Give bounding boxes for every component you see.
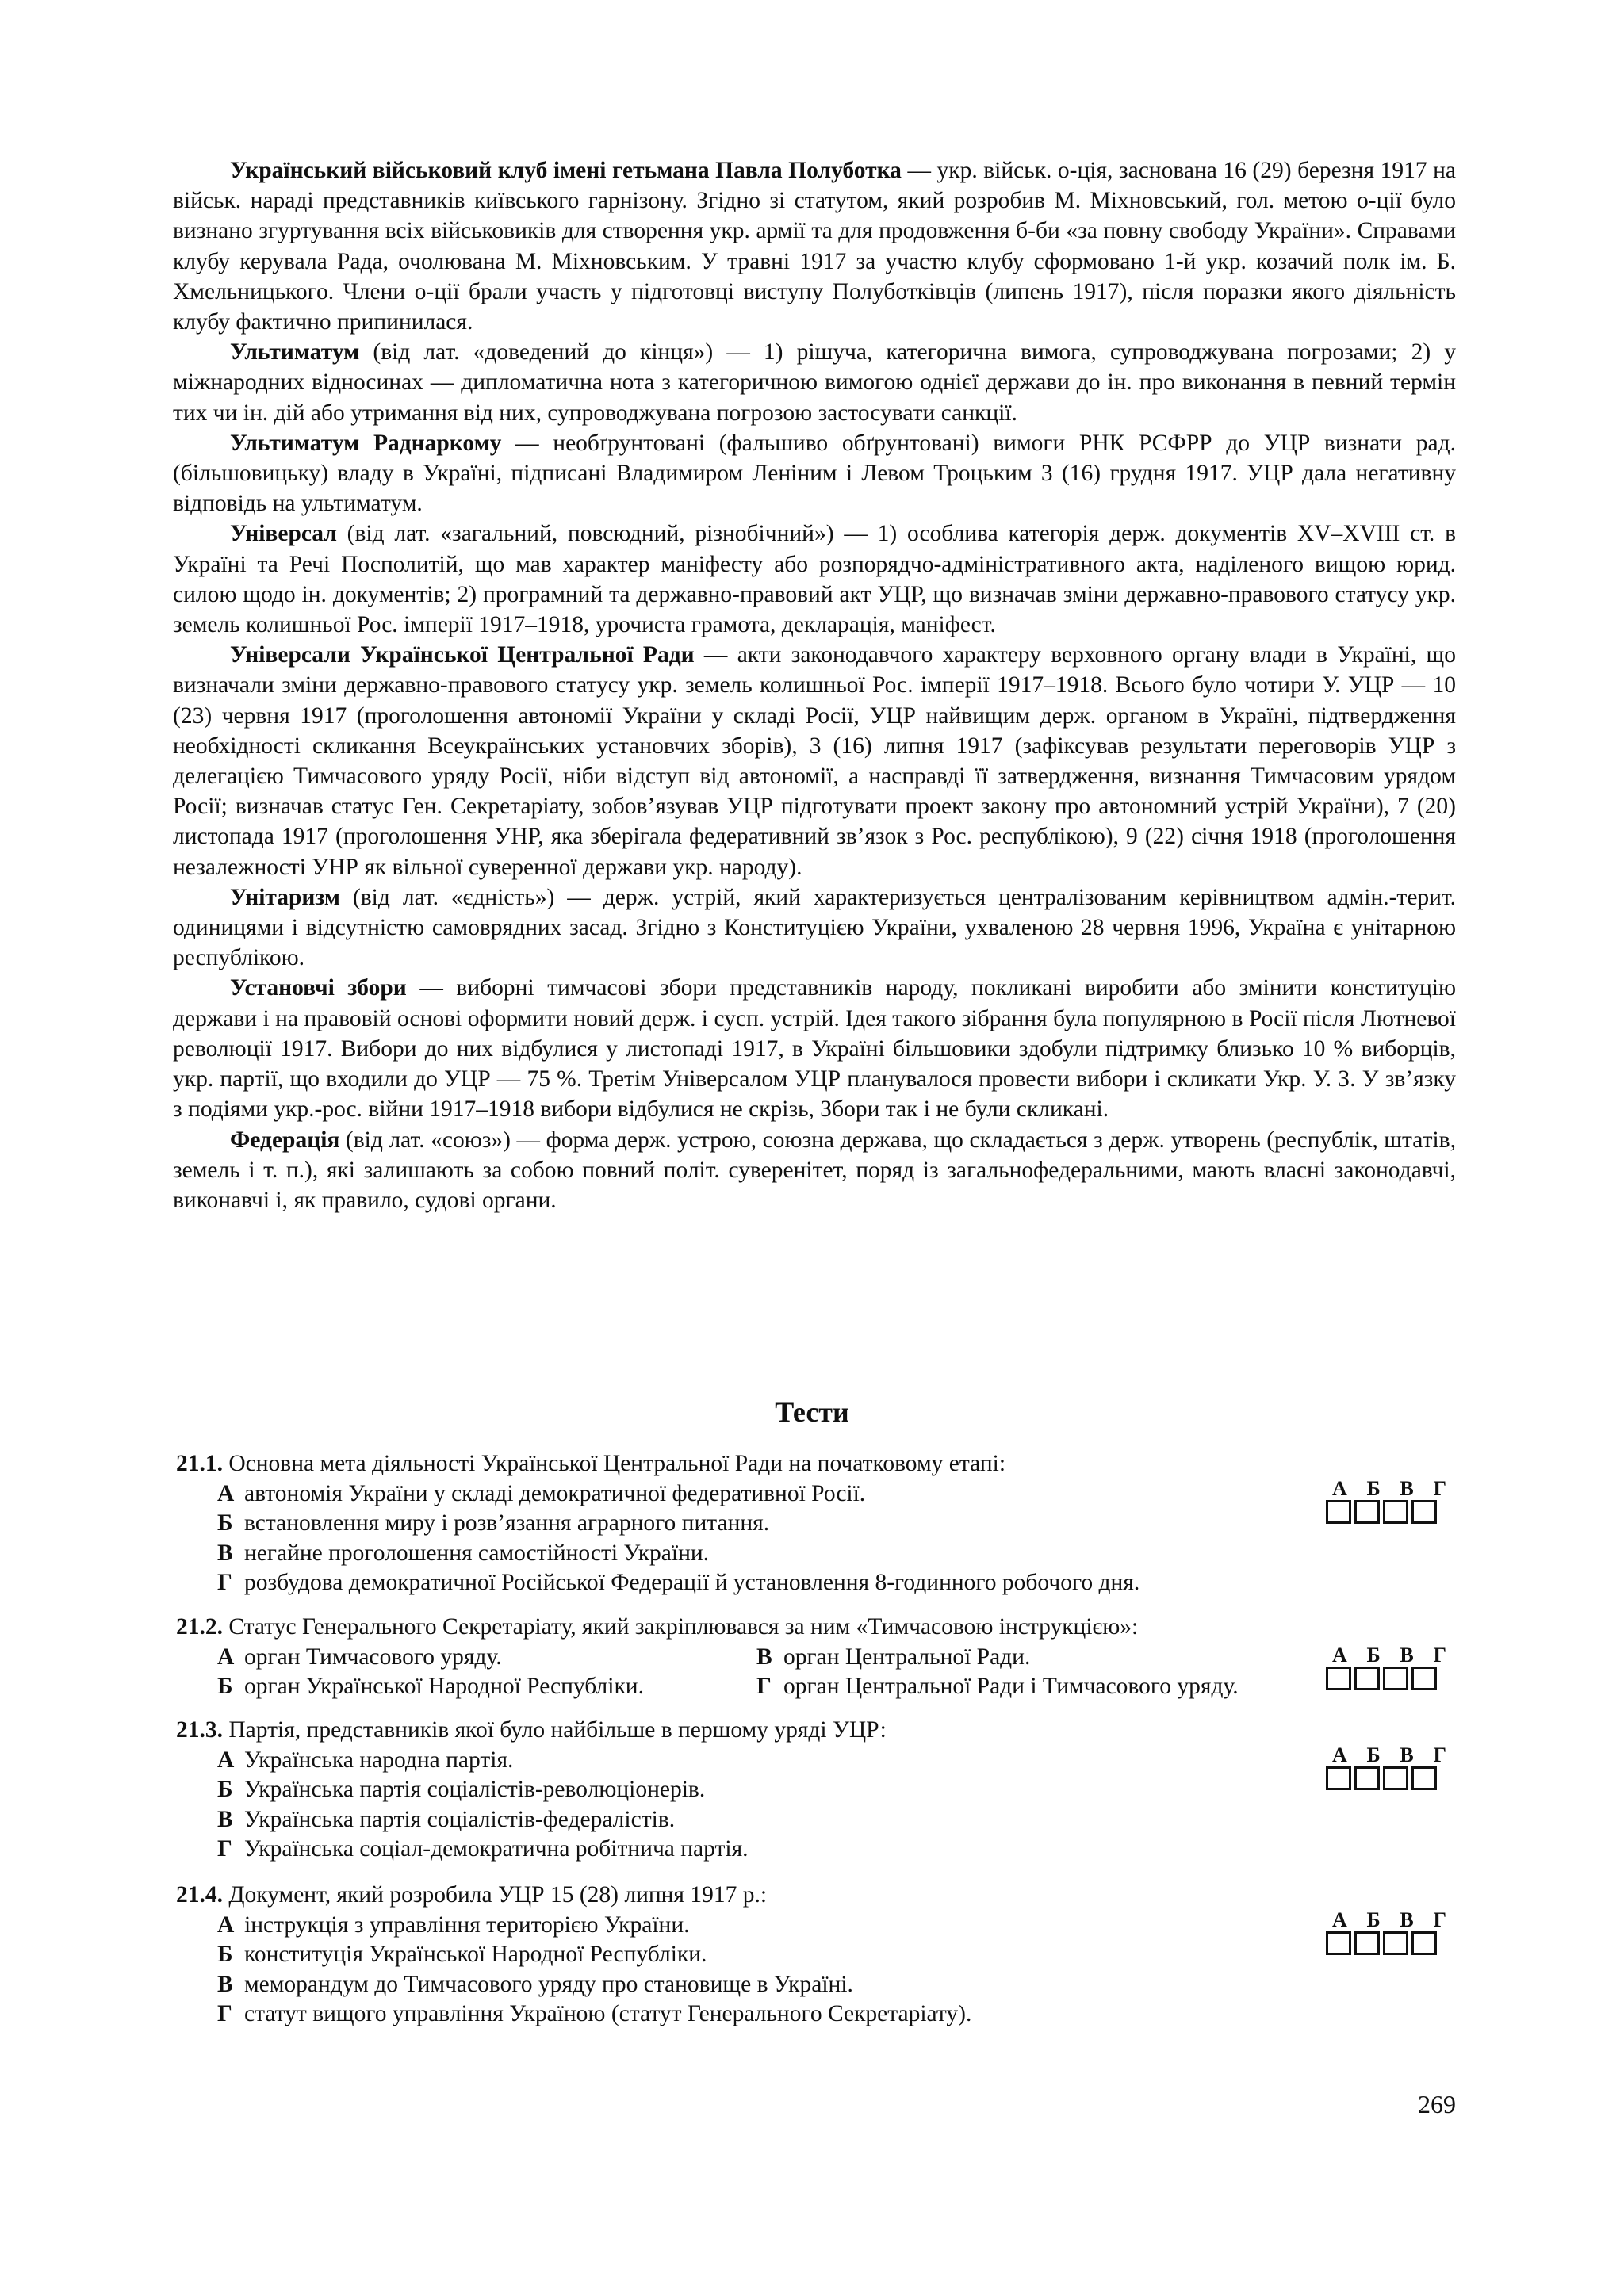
test-item [176, 1449, 1445, 1598]
grid-letter: В [1400, 1743, 1414, 1766]
question-text: Статус Генерального Секретаріату, який закріплювався за ним «Тимчасовою інструкцією»: [228, 1614, 1139, 1640]
grid-letter: В [1400, 1644, 1414, 1667]
option-letter: В [217, 1971, 233, 1997]
option-letter: В [217, 1806, 233, 1832]
answer-grid [1326, 1908, 1453, 1955]
glossary-entry [173, 1125, 1456, 1216]
test-item [176, 1716, 1445, 1865]
answer-option [176, 1509, 1445, 1539]
glossary-entry [173, 155, 1456, 337]
option-letter: Б [217, 1942, 233, 1967]
option-letter: Г [217, 2001, 232, 2026]
test-item [176, 1613, 1445, 1702]
answer-cell[interactable] [1411, 1667, 1437, 1690]
glossary-term: Унітаризм [230, 884, 340, 910]
option-letter: В [756, 1644, 772, 1670]
grid-letter: В [1400, 1477, 1414, 1500]
answer-cell[interactable] [1354, 1766, 1380, 1790]
option-text: Українська партія соціалістів-революціонерів. [244, 1777, 706, 1802]
answer-grid [1326, 1479, 1453, 1524]
grid-letter: Г [1433, 1644, 1446, 1667]
answer-option [176, 1805, 1445, 1835]
glossary-text: (від лат. «єдність») — держ. устрій, який характеризується централізованим керівництвом адмін.-терит. одиницями і відсутністю самоврядних засад. Згідно з Конституцією України, ухваленою 28 червня 1996, Україна є унітарною республікою. [173, 884, 1456, 971]
option-text: Українська соціал-демократична робітнича партія. [244, 1836, 749, 1862]
page-number: 269 [1418, 2090, 1456, 2118]
glossary [173, 155, 1456, 1215]
option-text: автономія України у складі демократичної федеративної Росії. [244, 1480, 866, 1506]
glossary-text: — необґрунтовані (фальшиво обґрунтовані) вимоги РНК РСФРР до УЦР визнати рад. (більшовицьку) владу в Україні, підписані Владимиром Леніним і Левом Троцьким 3 (16) грудня 1917. УЦР дала негативну відповідь на ультиматум. [173, 430, 1456, 517]
glossary-term: Ультиматум Раднаркому [230, 430, 502, 456]
grid-letter: А [1332, 1908, 1347, 1931]
answer-grid [1326, 1743, 1453, 1790]
glossary-text: (від лат. «союз») — форма держ. устрою, союзна держава, що складається з держ. утворень (республік, штатів, земель і т. п.), які залишають за собою повний політ. суверенітет, поряд із загальнофедеральними, мають власні законодавчі, виконавчі і, як правило, судові органи. [173, 1127, 1456, 1213]
answer-cell[interactable] [1411, 1500, 1437, 1524]
option-letter: А [217, 1747, 235, 1773]
test-question [176, 1881, 1445, 1911]
answer-option [176, 1743, 1446, 1776]
answer-cell[interactable] [1354, 1931, 1380, 1955]
grid-letter: Г [1433, 1743, 1446, 1766]
option-text: меморандум до Тимчасового уряду про становище в Україні. [244, 1971, 853, 1997]
glossary-entry [173, 882, 1456, 974]
glossary-term: Федерація [230, 1127, 340, 1153]
grid-letter: А [1332, 1743, 1347, 1766]
question-text: Партія, представників якої було найбільше в першому уряді УЦР: [228, 1717, 887, 1743]
option-text: розбудова демократичної Російської Федерації й установлення 8-годинного робочого дня. [244, 1570, 1140, 1595]
option-letter: Г [217, 1570, 232, 1595]
answer-option [217, 1643, 741, 1673]
option-letter: Г [756, 1674, 772, 1699]
option-text: орган Центральної Ради. [783, 1644, 1031, 1670]
answer-cell[interactable] [1411, 1931, 1437, 1955]
option-text: Українська народна партія. [244, 1747, 514, 1773]
glossary-text: — акти законодавчого характеру верховного органу влади в Україні, що визначали зміни державно-правового статусу укр. земель колишньої Рос. імперії 1917–1918. Всього було чотири У. УЦР — 10 (23) червня 1917 (проголошення автономії України у складі Росії, УЦР найвищим держ. органом в Україні, підтвердження необхідності скликання Всеукраїнських установчих зборів), 3 (16) липня 1917 (зафіксував результати переговорів УЦР з делегацією Тимчасового уряду Росії, ніби відступ від автономії, а насправді її затвердження, визнання Тимчасовим урядом Росії; визначав статус Ген. Секретаріату, зобов’язував УЦР підготувати проект закону про автономний устрій України), 7 (20) листопада 1917 (проголошення УНР, яка зберігала федеративний зв’язок з Рос. республікою), 9 (22) січня 1918 (проголошення незалежності УНР як вільної суверенної держави укр. народу). [173, 642, 1456, 880]
answer-option [176, 1775, 1445, 1805]
glossary-entry [173, 519, 1456, 640]
answer-cell[interactable] [1326, 1766, 1351, 1790]
option-letter: А [217, 1911, 235, 1938]
answer-option [176, 1908, 1446, 1941]
grid-letter: Б [1366, 1644, 1381, 1667]
answer-grid [1326, 1646, 1453, 1690]
option-letter: В [217, 1540, 233, 1566]
option-text: статут вищого управління Україною (статут Генерального Секретаріату). [244, 2001, 972, 2026]
answer-cell[interactable] [1354, 1667, 1380, 1690]
glossary-entry [173, 428, 1456, 519]
option-text: негайне проголошення самостійності України. [244, 1540, 710, 1566]
option-letter: А [217, 1644, 235, 1670]
answer-cell[interactable] [1326, 1667, 1351, 1690]
question-number: 21.2. [176, 1614, 223, 1640]
answer-cell[interactable] [1383, 1500, 1408, 1524]
question-number: 21.4. [176, 1882, 223, 1908]
option-text: інструкція з управління територією України. [244, 1911, 690, 1938]
option-letter: Б [217, 1510, 233, 1536]
option-letter: А [217, 1480, 235, 1506]
answer-option [176, 1940, 1445, 1970]
answer-cell[interactable] [1383, 1766, 1408, 1790]
question-text: Основна мета діяльності Української Центральної Ради на початковому етапі: [228, 1451, 1006, 1476]
option-letter: Г [217, 1836, 232, 1862]
glossary-term: Український військовий клуб імені гетьмана Павла Полуботка [230, 158, 902, 183]
answer-option [176, 1568, 1445, 1598]
question-number: 21.3. [176, 1717, 223, 1743]
glossary-term: Універсал [230, 521, 337, 547]
glossary-term: Універсали Української Центральної Ради [230, 642, 695, 668]
question-number: 21.1. [176, 1451, 223, 1476]
grid-letter: В [1400, 1908, 1414, 1931]
answer-option [176, 1999, 1445, 2030]
option-letter: Б [217, 1674, 233, 1699]
glossary-entry [173, 973, 1456, 1124]
glossary-text: (від лат. «доведений до кінця») — 1) рішуча, категорична вимога, супроводжувана погрозами; 2) у міжнародних відносинах — дипломатична нота з категоричною вимогою однієї держави до ін. про виконання в певний термін тих чи ін. дій або утримання від них, супроводжувана погрозою застосувати санкції. [173, 339, 1456, 426]
answer-cell[interactable] [1383, 1931, 1408, 1955]
grid-letter: Г [1433, 1477, 1446, 1500]
option-text: орган Української Народної Республіки. [244, 1674, 644, 1699]
answer-option [176, 1539, 1445, 1569]
glossary-term: Установчі збори [230, 975, 407, 1001]
grid-letter: Б [1366, 1743, 1381, 1766]
test-question [176, 1716, 1445, 1746]
answer-option [176, 1479, 1445, 1510]
glossary-text: — укр. військ. о-ція, заснована 16 (29) березня 1917 на військ. нараді представників київського гарнізону. Згідно зі статутом, який розробив М. Міхновський, гол. метою о-ції було визнано згуртування всіх військовиків для створення укр. армії та для продовження б-би «за повну свободу України». Справами клубу керувала Рада, очолювана М. Міхновським. У травні 1917 за участю клубу сформовано 1-й укр. козачий полк ім. Б. Хмельницького. Члени о-ції брали участь у підготовці виступу Полуботківців (липень 1917), після поразки якого діяльність клубу фактично припинилася. [173, 158, 1456, 335]
answer-cell[interactable] [1326, 1931, 1351, 1955]
option-text: встановлення миру і розв’язання аграрного питання. [244, 1510, 770, 1536]
option-text: орган Тимчасового уряду. [244, 1644, 502, 1670]
question-text: Документ, який розробила УЦР 15 (28) липня 1917 р.: [228, 1882, 768, 1908]
tests-heading: Тести [775, 1396, 849, 1428]
glossary-term: Ультиматум [230, 339, 360, 365]
answer-option [176, 1835, 1445, 1865]
option-text: Українська партія соціалістів-федералістів. [244, 1806, 676, 1832]
answer-cell[interactable] [1354, 1500, 1380, 1524]
grid-letter: Б [1366, 1908, 1381, 1931]
option-text: конституція Української Народної Республіки. [244, 1942, 707, 1967]
test-item [176, 1881, 1445, 2030]
grid-letter: А [1332, 1644, 1347, 1667]
answer-option [217, 1672, 741, 1702]
grid-letter: А [1332, 1477, 1347, 1500]
answer-cell[interactable] [1383, 1667, 1408, 1690]
option-text: орган Центральної Ради і Тимчасового уряду. [783, 1674, 1239, 1699]
answer-cell[interactable] [1411, 1766, 1437, 1790]
grid-letter: Г [1433, 1908, 1446, 1931]
test-question [176, 1449, 1445, 1479]
test-question [176, 1613, 1445, 1643]
answer-cell[interactable] [1326, 1500, 1351, 1524]
grid-letter: Б [1366, 1477, 1381, 1500]
glossary-entry [173, 640, 1456, 882]
glossary-text: (від лат. «загальний, повсюдний, різнобічний») — 1) особлива категорія держ. документів XV–XVIII ст. в Україні та Речі Посполитій, що мав характер маніфесту або розпорядчо-адміністративного акта, наділеного вищою юрид. силою щодо ін. документів; 2) програмний та державно-правовий акт УЦР, що визначав зміни державно-правового статусу укр. земель колишньої Рос. імперії 1917–1918, урочиста грамота, декларація, маніфест. [173, 521, 1456, 638]
glossary-text: — виборні тимчасові збори представників народу, покликані виробити або змінити конституцію держави і на правовій основі оформити новий держ. і сусп. устрій. Ідея такого зібрання була популярною в Росії після Лютневої революції 1917. Вибори до них відбулися у листопаді 1917, в Україні більшовики здобули підтримку близько 10 % виборців, укр. партії, що входили до УЦР — 75 %. Третім Універсалом УЦР планувалося провести вибори і скликати Укр. У. З. У зв’язку з подіями укр.-рос. війни 1917–1918 вибори відбулися не скрізь, Збори так і не були скликані. [173, 975, 1457, 1123]
glossary-entry [173, 337, 1456, 428]
answer-option [176, 1970, 1445, 2000]
option-letter: Б [217, 1777, 233, 1802]
